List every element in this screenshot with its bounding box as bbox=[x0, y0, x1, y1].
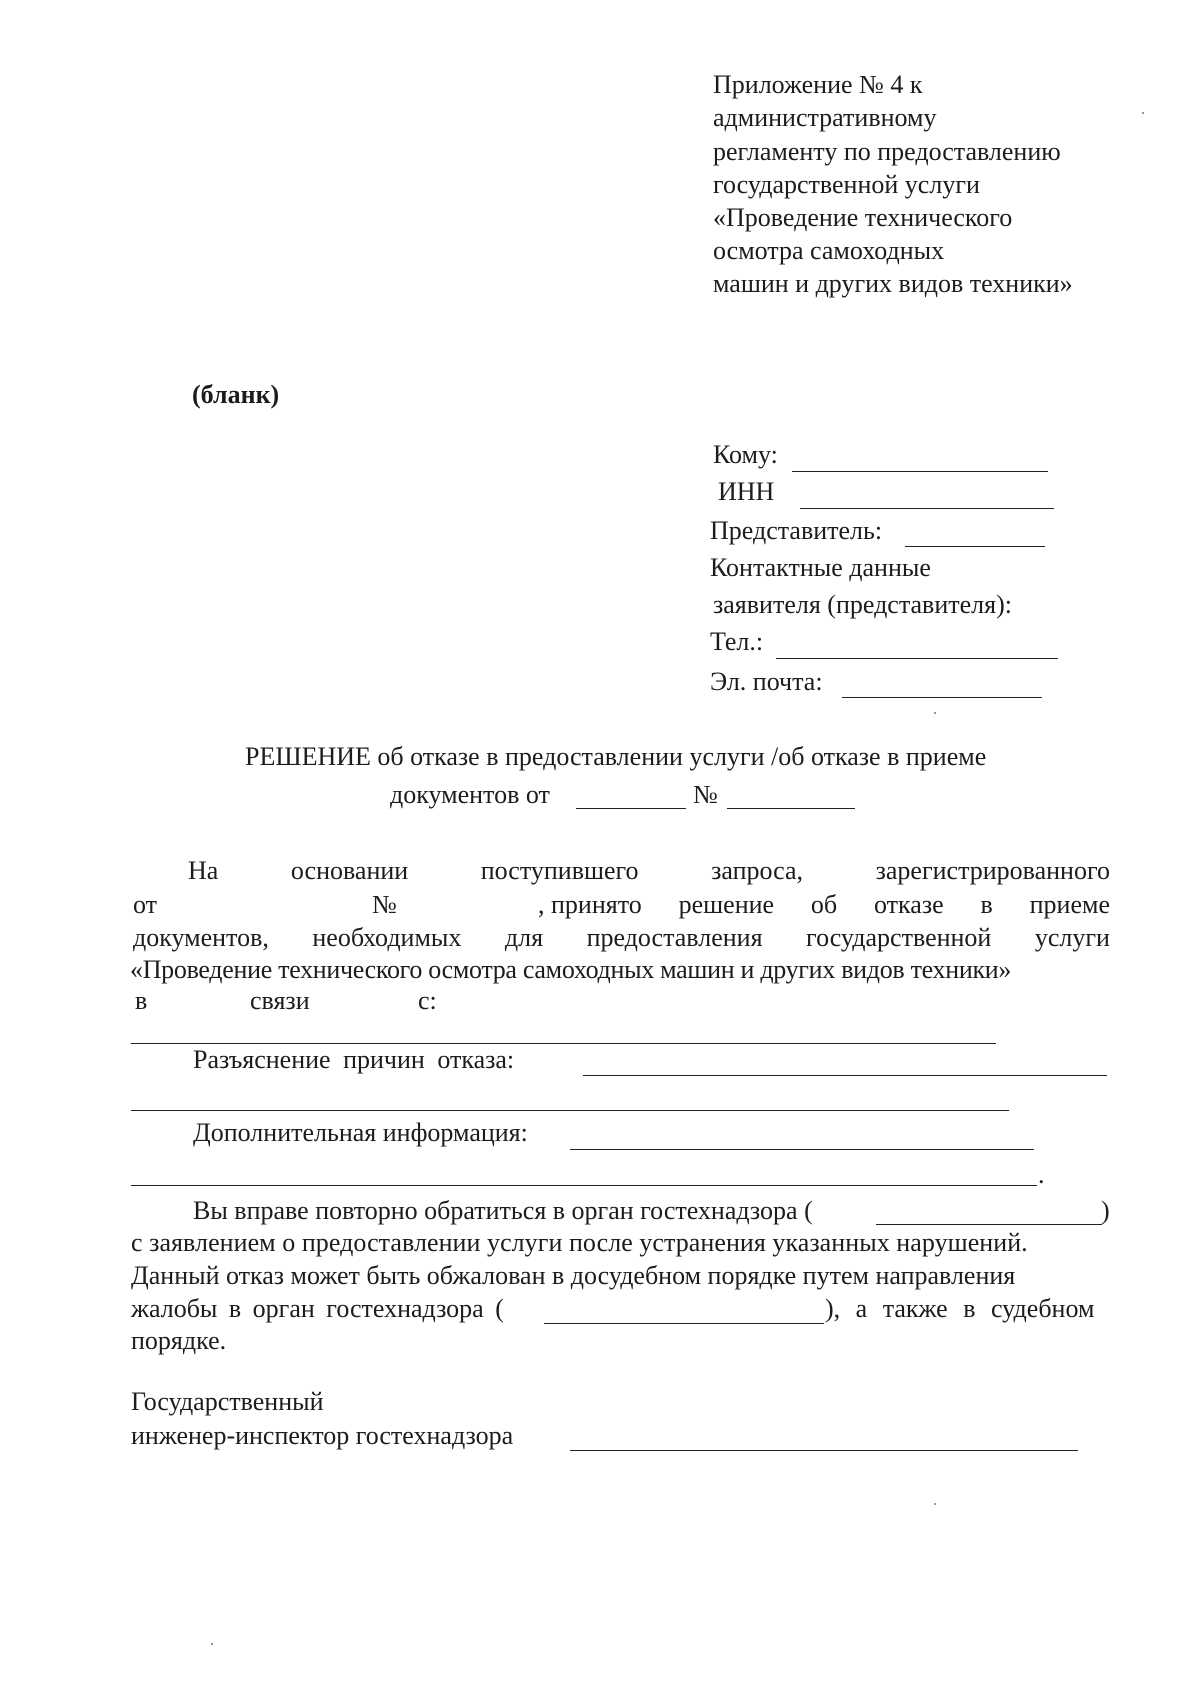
connection-word: связи bbox=[250, 986, 310, 1015]
reasons-field[interactable] bbox=[583, 1075, 1107, 1076]
inn-label: ИНН bbox=[718, 477, 775, 506]
service-name-line: «Проведение технического осмотра самоходных машин и других видов техники» bbox=[130, 955, 1012, 984]
paragraph-line: , принято решение об отказе в приеме bbox=[538, 890, 1110, 919]
from-word: от bbox=[133, 890, 158, 919]
paragraph-line: ), а также в судебном bbox=[825, 1294, 1095, 1323]
appendix-line: административному bbox=[713, 103, 937, 132]
signatory-line1: Государственный bbox=[131, 1387, 324, 1416]
phone-field[interactable] bbox=[776, 658, 1058, 659]
to-label: Кому: bbox=[713, 440, 778, 469]
scan-speck bbox=[934, 1503, 936, 1505]
form-label: (бланк) bbox=[192, 380, 280, 409]
appendix-line: государственной услуги bbox=[713, 170, 980, 199]
reasons-field-continued[interactable] bbox=[131, 1110, 1009, 1111]
title-docs-from: документов от bbox=[390, 780, 550, 809]
signatory-line2: инженер-инспектор гостехнадзора bbox=[131, 1421, 514, 1450]
number-sign: № bbox=[372, 890, 397, 919]
appendix-line: регламенту по предоставлению bbox=[713, 137, 1061, 166]
email-field[interactable] bbox=[842, 697, 1042, 698]
additional-info-field-continued[interactable] bbox=[131, 1185, 1037, 1186]
title-date-field[interactable] bbox=[576, 808, 686, 809]
with-word: с: bbox=[418, 986, 437, 1015]
additional-info-label: Дополнительная информация: bbox=[193, 1118, 528, 1147]
paragraph-line: Данный отказ может быть обжалован в досудебном порядке путем направления bbox=[131, 1261, 1016, 1290]
in-word: в bbox=[135, 986, 148, 1015]
inn-field[interactable] bbox=[800, 508, 1054, 509]
paragraph-line: порядке. bbox=[131, 1326, 227, 1355]
phone-label: Тел.: bbox=[710, 627, 764, 656]
paragraph-line: Вы вправе повторно обратиться в орган гостехнадзора ( bbox=[193, 1196, 813, 1225]
paragraph-line: жалобы в орган гостехнадзора ( bbox=[131, 1294, 504, 1323]
authority-field[interactable] bbox=[876, 1224, 1102, 1225]
scan-speck bbox=[934, 712, 936, 714]
contacts-label-line1: Контактные данные bbox=[710, 553, 931, 582]
to-field[interactable] bbox=[792, 471, 1048, 472]
scan-speck bbox=[211, 1643, 213, 1645]
period: . bbox=[1038, 1160, 1045, 1189]
document-title: РЕШЕНИЕ об отказе в предоставлении услуги /об отказе в приеме bbox=[245, 742, 987, 771]
appendix-line: осмотра самоходных bbox=[713, 236, 945, 265]
email-label: Эл. почта: bbox=[710, 667, 823, 696]
appendix-line: Приложение № 4 к bbox=[713, 70, 923, 99]
paragraph-line: с заявлением о предоставлении услуги после устранения указанных нарушений. bbox=[131, 1228, 1028, 1257]
title-number-field[interactable] bbox=[727, 808, 855, 809]
title-number-sign: № bbox=[693, 780, 718, 809]
additional-info-field[interactable] bbox=[570, 1149, 1034, 1150]
reasons-label: Разъяснение причин отказа: bbox=[193, 1045, 515, 1074]
reason-field[interactable] bbox=[131, 1043, 996, 1044]
appeal-authority-field[interactable] bbox=[544, 1323, 824, 1324]
scan-speck bbox=[1142, 112, 1144, 114]
appendix-line: машин и других видов техники» bbox=[713, 269, 1073, 298]
appendix-line: «Проведение технического bbox=[713, 203, 1013, 232]
paragraph-line: На основании поступившего запроса, зарегистрированного bbox=[188, 856, 1110, 885]
paragraph-line: документов, необходимых для предоставления государственной услуги bbox=[133, 923, 1110, 952]
paragraph-line: ) bbox=[1101, 1196, 1110, 1225]
representative-field[interactable] bbox=[905, 546, 1045, 547]
signature-field[interactable] bbox=[570, 1450, 1078, 1451]
representative-label: Представитель: bbox=[710, 516, 883, 545]
contacts-label-line2: заявителя (представителя): bbox=[713, 590, 1012, 619]
